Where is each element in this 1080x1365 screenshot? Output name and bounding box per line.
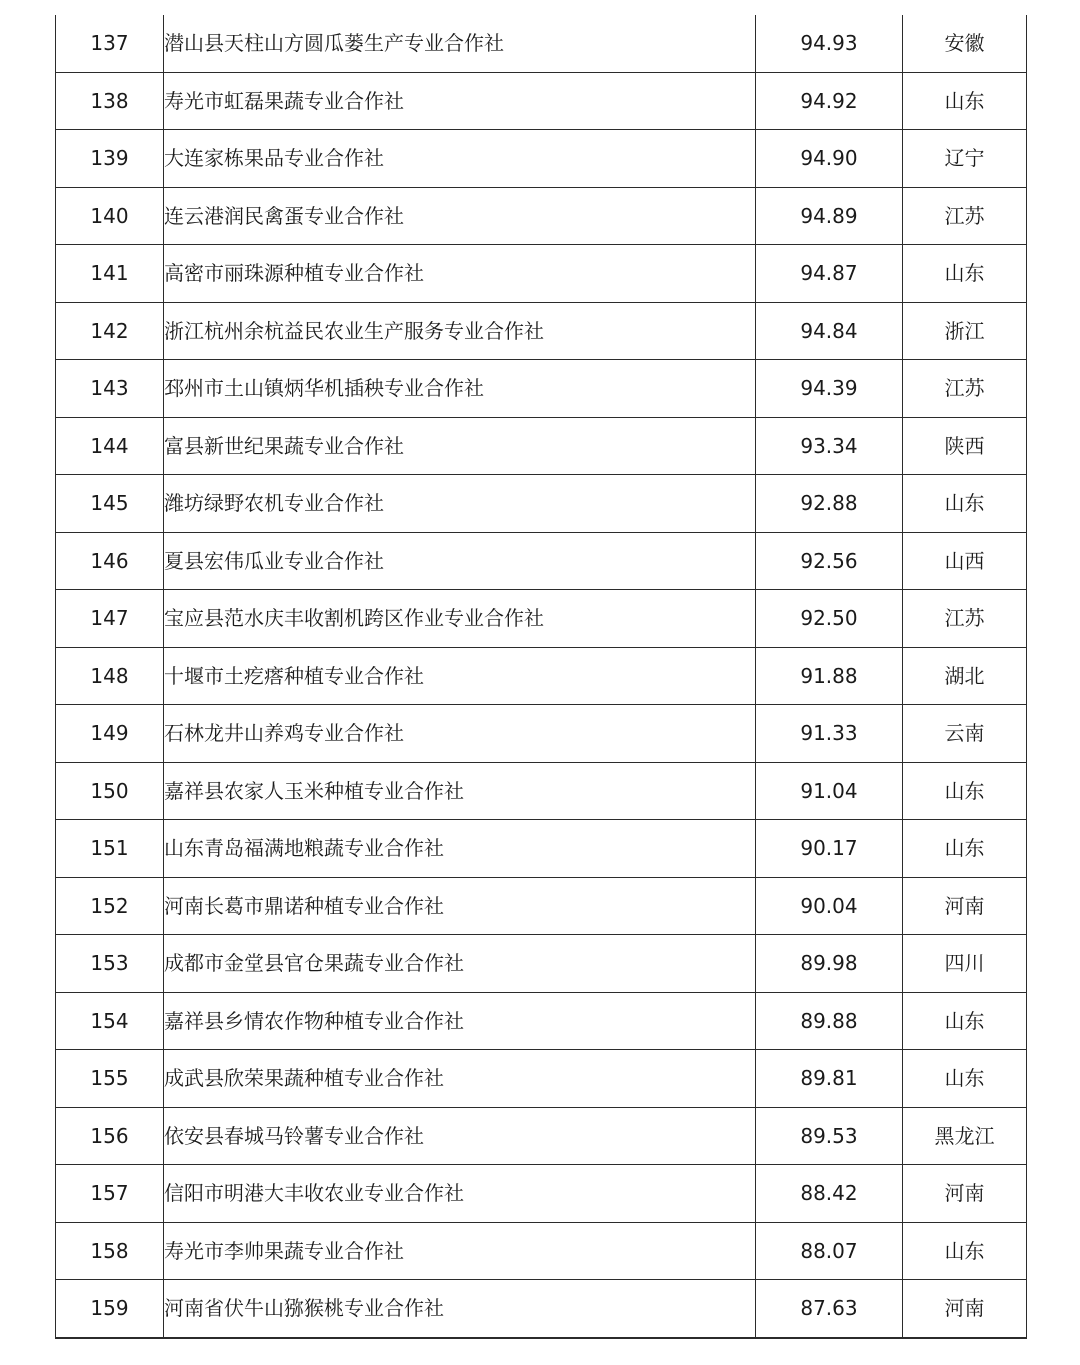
province-cell: 山东 bbox=[903, 245, 1027, 303]
cooperative-name-cell: 河南省伏牛山猕猴桃专业合作社 bbox=[164, 1280, 756, 1338]
rank-cell: 150 bbox=[56, 762, 164, 820]
score-cell: 88.42 bbox=[756, 1165, 903, 1223]
province-cell: 山东 bbox=[903, 1222, 1027, 1280]
rank-cell: 152 bbox=[56, 877, 164, 935]
score-cell: 94.87 bbox=[756, 245, 903, 303]
cooperative-name-cell: 浙江杭州余杭益民农业生产服务专业合作社 bbox=[164, 302, 756, 360]
table-row bbox=[56, 475, 1027, 533]
table-row bbox=[56, 245, 1027, 303]
cooperative-name-cell: 信阳市明港大丰收农业专业合作社 bbox=[164, 1165, 756, 1223]
score-cell: 88.07 bbox=[756, 1222, 903, 1280]
cooperative-name-cell: 连云港润民禽蛋专业合作社 bbox=[164, 187, 756, 245]
table-row bbox=[56, 1280, 1027, 1338]
cooperative-name-cell: 寿光市虹磊果蔬专业合作社 bbox=[164, 72, 756, 130]
rank-cell: 144 bbox=[56, 417, 164, 475]
rank-cell: 143 bbox=[56, 360, 164, 418]
cooperative-name-cell: 寿光市李帅果蔬专业合作社 bbox=[164, 1222, 756, 1280]
table-row bbox=[56, 647, 1027, 705]
cooperative-name-cell: 高密市丽珠源种植专业合作社 bbox=[164, 245, 756, 303]
table-row bbox=[56, 15, 1027, 72]
rank-cell: 141 bbox=[56, 245, 164, 303]
province-cell: 黑龙江 bbox=[903, 1107, 1027, 1165]
rank-cell: 137 bbox=[56, 15, 164, 72]
cooperative-name-cell: 宝应县范水庆丰收割机跨区作业专业合作社 bbox=[164, 590, 756, 648]
province-cell: 辽宁 bbox=[903, 130, 1027, 188]
score-cell: 91.04 bbox=[756, 762, 903, 820]
province-cell: 山东 bbox=[903, 762, 1027, 820]
score-cell: 89.53 bbox=[756, 1107, 903, 1165]
table-row bbox=[56, 762, 1027, 820]
province-cell: 湖北 bbox=[903, 647, 1027, 705]
rank-cell: 148 bbox=[56, 647, 164, 705]
cooperative-name-cell: 嘉祥县乡情农作物种植专业合作社 bbox=[164, 992, 756, 1050]
table-row bbox=[56, 532, 1027, 590]
province-cell: 河南 bbox=[903, 1165, 1027, 1223]
cooperative-name-cell: 富县新世纪果蔬专业合作社 bbox=[164, 417, 756, 475]
cooperative-name-cell: 依安县春城马铃薯专业合作社 bbox=[164, 1107, 756, 1165]
score-cell: 87.63 bbox=[756, 1280, 903, 1338]
province-cell: 江苏 bbox=[903, 590, 1027, 648]
rank-cell: 142 bbox=[56, 302, 164, 360]
score-cell: 92.56 bbox=[756, 532, 903, 590]
rank-cell: 147 bbox=[56, 590, 164, 648]
province-cell: 山东 bbox=[903, 72, 1027, 130]
province-cell: 安徽 bbox=[903, 15, 1027, 72]
table-row bbox=[56, 72, 1027, 130]
province-cell: 山西 bbox=[903, 532, 1027, 590]
cooperative-name-cell: 潜山县天柱山方圆瓜蒌生产专业合作社 bbox=[164, 15, 756, 72]
cooperative-ranking-table bbox=[55, 15, 1027, 1339]
score-cell: 94.90 bbox=[756, 130, 903, 188]
rank-cell: 158 bbox=[56, 1222, 164, 1280]
rank-cell: 149 bbox=[56, 705, 164, 763]
score-cell: 89.98 bbox=[756, 935, 903, 993]
table-body bbox=[56, 15, 1027, 1338]
province-cell: 陕西 bbox=[903, 417, 1027, 475]
province-cell: 河南 bbox=[903, 1280, 1027, 1338]
cooperative-name-cell: 山东青岛福满地粮蔬专业合作社 bbox=[164, 820, 756, 878]
rank-cell: 156 bbox=[56, 1107, 164, 1165]
score-cell: 91.88 bbox=[756, 647, 903, 705]
cooperative-name-cell: 成都市金堂县官仓果蔬专业合作社 bbox=[164, 935, 756, 993]
table-row bbox=[56, 590, 1027, 648]
table-row bbox=[56, 130, 1027, 188]
province-cell: 四川 bbox=[903, 935, 1027, 993]
cooperative-name-cell: 邳州市土山镇炳华机插秧专业合作社 bbox=[164, 360, 756, 418]
score-cell: 92.88 bbox=[756, 475, 903, 533]
table-row bbox=[56, 1050, 1027, 1108]
score-cell: 89.88 bbox=[756, 992, 903, 1050]
rank-cell: 140 bbox=[56, 187, 164, 245]
score-cell: 91.33 bbox=[756, 705, 903, 763]
rank-cell: 139 bbox=[56, 130, 164, 188]
province-cell: 浙江 bbox=[903, 302, 1027, 360]
table-row bbox=[56, 1165, 1027, 1223]
table-row bbox=[56, 417, 1027, 475]
province-cell: 江苏 bbox=[903, 187, 1027, 245]
table-row bbox=[56, 992, 1027, 1050]
province-cell: 江苏 bbox=[903, 360, 1027, 418]
rank-cell: 155 bbox=[56, 1050, 164, 1108]
province-cell: 山东 bbox=[903, 820, 1027, 878]
rank-cell: 159 bbox=[56, 1280, 164, 1338]
province-cell: 山东 bbox=[903, 1050, 1027, 1108]
table-row bbox=[56, 877, 1027, 935]
score-cell: 94.89 bbox=[756, 187, 903, 245]
rank-cell: 153 bbox=[56, 935, 164, 993]
score-cell: 90.17 bbox=[756, 820, 903, 878]
score-cell: 94.92 bbox=[756, 72, 903, 130]
rank-cell: 138 bbox=[56, 72, 164, 130]
table-row bbox=[56, 360, 1027, 418]
table-row bbox=[56, 935, 1027, 993]
score-cell: 93.34 bbox=[756, 417, 903, 475]
table-row bbox=[56, 302, 1027, 360]
cooperative-name-cell: 十堰市土疙瘩种植专业合作社 bbox=[164, 647, 756, 705]
province-cell: 山东 bbox=[903, 475, 1027, 533]
province-cell: 山东 bbox=[903, 992, 1027, 1050]
rank-cell: 145 bbox=[56, 475, 164, 533]
cooperative-name-cell: 夏县宏伟瓜业专业合作社 bbox=[164, 532, 756, 590]
score-cell: 90.04 bbox=[756, 877, 903, 935]
table-row bbox=[56, 1107, 1027, 1165]
table-row bbox=[56, 820, 1027, 878]
cooperative-name-cell: 嘉祥县农家人玉米种植专业合作社 bbox=[164, 762, 756, 820]
cooperative-name-cell: 大连家栋果品专业合作社 bbox=[164, 130, 756, 188]
cooperative-name-cell: 石林龙井山养鸡专业合作社 bbox=[164, 705, 756, 763]
province-cell: 云南 bbox=[903, 705, 1027, 763]
score-cell: 92.50 bbox=[756, 590, 903, 648]
score-cell: 89.81 bbox=[756, 1050, 903, 1108]
cooperative-name-cell: 潍坊绿野农机专业合作社 bbox=[164, 475, 756, 533]
score-cell: 94.39 bbox=[756, 360, 903, 418]
score-cell: 94.93 bbox=[756, 15, 903, 72]
cooperative-name-cell: 河南长葛市鼎诺种植专业合作社 bbox=[164, 877, 756, 935]
province-cell: 河南 bbox=[903, 877, 1027, 935]
score-cell: 94.84 bbox=[756, 302, 903, 360]
table-row bbox=[56, 187, 1027, 245]
rank-cell: 154 bbox=[56, 992, 164, 1050]
rank-cell: 157 bbox=[56, 1165, 164, 1223]
table-row bbox=[56, 1222, 1027, 1280]
rank-cell: 151 bbox=[56, 820, 164, 878]
table-row bbox=[56, 705, 1027, 763]
rank-cell: 146 bbox=[56, 532, 164, 590]
cooperative-name-cell: 成武县欣荣果蔬种植专业合作社 bbox=[164, 1050, 756, 1108]
